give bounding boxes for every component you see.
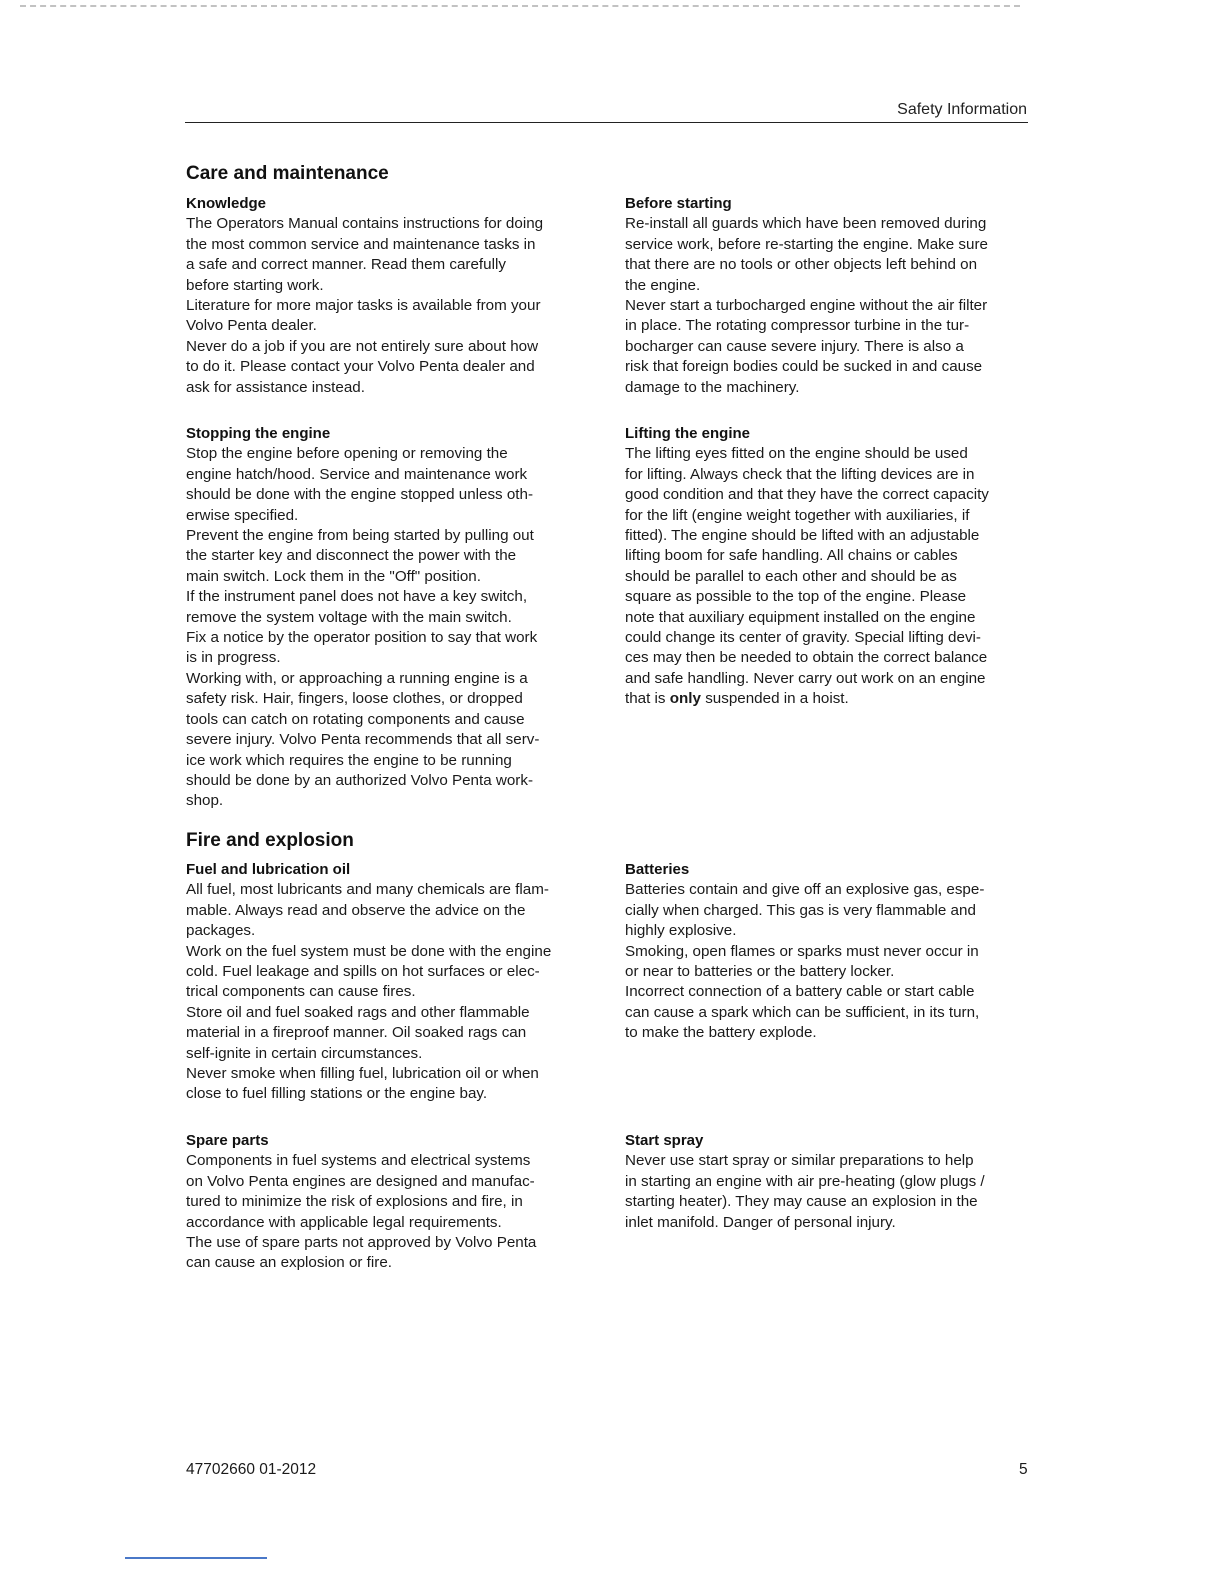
text-line: Store oil and fuel soaked rags and other flammable xyxy=(186,1003,530,1021)
text-line: tools can catch on rotating components and cause xyxy=(186,710,525,728)
body-stopping-engine xyxy=(186,444,586,811)
text-line: material in a fireproof manner. Oil soaked rags can xyxy=(186,1024,527,1042)
subheading-spare-parts: Spare parts xyxy=(186,1132,269,1149)
text-line: main switch. Lock them in the "Off" position. xyxy=(186,567,481,585)
block-lifting-engine xyxy=(625,424,1025,710)
text-line: Never smoke when filling fuel, lubrication oil or when xyxy=(186,1065,539,1083)
section-fire-heading-block xyxy=(186,829,586,853)
text-line-last xyxy=(625,689,1025,709)
text-line: for the lift (engine weight together with auxiliaries, if xyxy=(625,506,970,524)
text-line: The Operators Manual contains instructions for doing xyxy=(186,215,544,233)
block-stopping-engine xyxy=(186,424,586,812)
text-line: Stop the engine before opening or removing the xyxy=(186,445,508,463)
text-line: fitted). The engine should be lifted with an adjustable xyxy=(625,527,980,545)
text-line: that there are no tools or other objects left behind on xyxy=(625,256,978,274)
subheading-fuel-oil: Fuel and lubrication oil xyxy=(186,861,351,878)
footer-doc-number: 47702660 01-2012 xyxy=(186,1461,317,1478)
text-line: cially when charged. This gas is very flammable and xyxy=(625,901,976,919)
text-line: in starting an engine with air pre-heating (glow plugs / xyxy=(625,1172,985,1190)
text-line: damage to the machinery. xyxy=(625,378,800,396)
subheading-before-starting: Before starting xyxy=(625,195,732,212)
text-line: can cause an explosion or fire. xyxy=(186,1254,392,1272)
block-start-spray xyxy=(625,1131,1025,1233)
section-care-heading-block xyxy=(186,162,586,186)
text-line: on Volvo Penta engines are designed and manufac- xyxy=(186,1172,535,1190)
body-batteries xyxy=(625,880,1025,1043)
text-line: Never do a job if you are not entirely sure about how xyxy=(186,337,539,355)
text-line: the most common service and maintenance tasks in xyxy=(186,235,536,253)
text-line: The lifting eyes fitted on the engine should be used xyxy=(625,445,968,463)
text-line: Never use start spray or similar preparations to help xyxy=(625,1152,974,1170)
text-line: shop. xyxy=(186,792,224,810)
text-line: and safe handling. Never carry out work on an engine xyxy=(625,669,986,687)
text-line: to do it. Please contact your Volvo Penta dealer and xyxy=(186,358,535,376)
body-fuel-oil xyxy=(186,880,586,1104)
text-line: ces may then be needed to obtain the correct balance xyxy=(625,649,988,667)
text-line: the engine. xyxy=(625,276,701,294)
text-line: Fix a notice by the operator position to say that work xyxy=(186,629,538,647)
text-line: remove the system voltage with the main switch. xyxy=(186,608,512,626)
text-line: can cause a spark which can be sufficient, in its turn, xyxy=(625,1003,980,1021)
text-line: starting heater). They may cause an explosion in the xyxy=(625,1193,978,1211)
text-line: bocharger can cause severe injury. There is also a xyxy=(625,337,964,355)
body-spare-parts xyxy=(186,1151,586,1273)
emphasis-only: only xyxy=(669,690,701,708)
text-line: Smoking, open flames or sparks must never occur in xyxy=(625,942,979,960)
text-line: Re-install all guards which have been removed during xyxy=(625,215,987,233)
text-line: Working with, or approaching a running engine is a xyxy=(186,669,528,687)
text-line: the starter key and disconnect the power with the xyxy=(186,547,517,565)
text-line: If the instrument panel does not have a key switch, xyxy=(186,588,528,606)
text-line: The use of spare parts not approved by Volvo Penta xyxy=(186,1234,537,1252)
text-line: Literature for more major tasks is available from your xyxy=(186,297,541,315)
text-line: packages. xyxy=(186,922,256,940)
text-line: is in progress. xyxy=(186,649,281,667)
text-span: suspended in a hoist. xyxy=(700,690,849,708)
text-line: mable. Always read and observe the advice on the xyxy=(186,901,526,919)
body-start-spray xyxy=(625,1151,1025,1233)
text-line: note that auxiliary equipment installed on the engine xyxy=(625,608,976,626)
text-line: to make the battery explode. xyxy=(625,1024,817,1042)
text-line: All fuel, most lubricants and many chemicals are flam- xyxy=(186,881,549,899)
text-line: Components in fuel systems and electrical systems xyxy=(186,1152,531,1170)
text-line: service work, before re-starting the engine. Make sure xyxy=(625,235,988,253)
text-line: should be done by an authorized Volvo Penta work- xyxy=(186,771,534,789)
text-line: close to fuel filling stations or the engine bay. xyxy=(186,1085,488,1103)
header-rule xyxy=(185,122,1028,123)
running-header: Safety Information xyxy=(897,101,1027,118)
section-heading-care: Care and maintenance xyxy=(186,163,389,184)
text-line: ice work which requires the engine to be running xyxy=(186,751,512,769)
text-line: or near to batteries or the battery locker. xyxy=(625,963,895,981)
subheading-lifting-engine: Lifting the engine xyxy=(625,425,750,442)
body-knowledge xyxy=(186,214,586,398)
text-line: Never start a turbocharged engine without the air filter xyxy=(625,297,988,315)
text-line: Volvo Penta dealer. xyxy=(186,317,317,335)
text-line: should be parallel to each other and should be as xyxy=(625,567,957,585)
text-line: Incorrect connection of a battery cable or start cable xyxy=(625,983,975,1001)
body-before-starting xyxy=(625,214,1025,398)
text-line: self-ignite in certain circumstances. xyxy=(186,1044,423,1062)
text-line: Work on the fuel system must be done with the engine xyxy=(186,942,552,960)
text-line: cold. Fuel leakage and spills on hot surfaces or elec- xyxy=(186,963,540,981)
text-line: ask for assistance instead. xyxy=(186,378,365,396)
text-line: highly explosive. xyxy=(625,922,737,940)
text-line: inlet manifold. Danger of personal injury. xyxy=(625,1213,896,1231)
scan-artifact-top xyxy=(20,5,1020,7)
subheading-batteries: Batteries xyxy=(625,861,690,878)
text-line: square as possible to the top of the engine. Please xyxy=(625,588,967,606)
section-heading-fire: Fire and explosion xyxy=(186,830,354,851)
text-line: in place. The rotating compressor turbine in the tur- xyxy=(625,317,970,335)
text-line: Batteries contain and give off an explosive gas, espe- xyxy=(625,881,985,899)
text-line: engine hatch/hood. Service and maintenance work xyxy=(186,465,528,483)
text-line: safety risk. Hair, fingers, loose clothes, or dropped xyxy=(186,690,523,708)
text-line: lifting boom for safe handling. All chains or cables xyxy=(625,547,958,565)
text-line: Prevent the engine from being started by pulling out xyxy=(186,527,534,545)
text-line: before starting work. xyxy=(186,276,324,294)
block-before-starting xyxy=(625,194,1025,398)
text-line: could change its center of gravity. Special lifting devi- xyxy=(625,629,981,647)
text-line: severe injury. Volvo Penta recommends that all serv- xyxy=(186,731,540,749)
text-span: that is xyxy=(625,690,670,708)
block-fuel-oil xyxy=(186,860,586,1105)
text-line: should be done with the engine stopped unless oth- xyxy=(186,486,534,504)
text-line: trical components can cause fires. xyxy=(186,983,416,1001)
block-knowledge xyxy=(186,194,586,398)
text-line: tured to minimize the risk of explosions and fire, in xyxy=(186,1193,523,1211)
subheading-start-spray: Start spray xyxy=(625,1132,704,1149)
text-line: for lifting. Always check that the lifting devices are in xyxy=(625,465,975,483)
text-line: a safe and correct manner. Read them carefully xyxy=(186,256,506,274)
text-line: accordance with applicable legal requirements. xyxy=(186,1213,502,1231)
text-line: erwise specified. xyxy=(186,506,299,524)
subheading-knowledge: Knowledge xyxy=(186,195,267,212)
scan-artifact-bottom xyxy=(125,1557,267,1559)
text-line: risk that foreign bodies could be sucked in and cause xyxy=(625,358,983,376)
footer-page-number: 5 xyxy=(1019,1461,1028,1478)
block-spare-parts xyxy=(186,1131,586,1274)
block-batteries xyxy=(625,860,1025,1044)
text-line: good condition and that they have the correct capacity xyxy=(625,486,989,504)
subheading-stopping-engine: Stopping the engine xyxy=(186,425,331,442)
body-lifting-engine xyxy=(625,444,1025,709)
